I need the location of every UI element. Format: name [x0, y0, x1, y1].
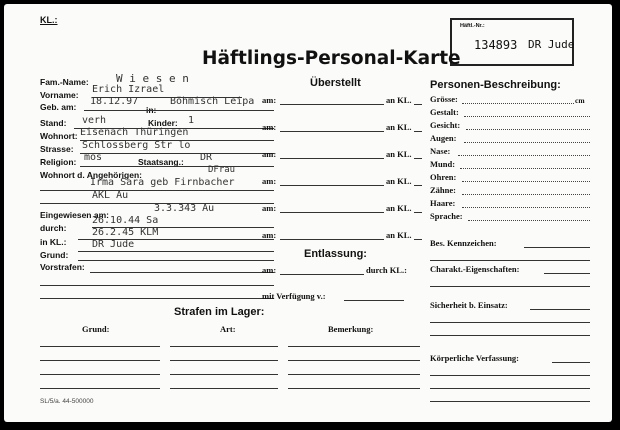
nase-label: Nase: — [430, 146, 451, 156]
staatsang-label: Staatsang.: — [138, 157, 184, 167]
sicherheit-underline — [530, 309, 590, 310]
strafen-col-bemerkung: Bemerkung: — [328, 324, 374, 334]
vorstrafen-underline-3 — [40, 298, 274, 299]
number-box — [450, 18, 574, 66]
sicherheit-line-3 — [430, 335, 590, 336]
prisoner-number: 134893 — [474, 38, 518, 52]
kinder-value: 1 — [188, 115, 195, 126]
geb-underline — [84, 110, 274, 111]
strafen-col-art: Art: — [220, 324, 236, 334]
strafen-col-grund: Grund: — [82, 324, 110, 334]
entlassung-heading: Entlassung: — [304, 248, 367, 260]
religion-underline — [80, 166, 274, 167]
entlassung-durch-label: durch KL.: — [366, 265, 407, 275]
in-kl-value: DR Jude — [92, 239, 135, 250]
cm-label: cm — [575, 96, 585, 105]
durch-value: 26.2.45 KLM — [92, 227, 159, 238]
vorstrafen-underline-1 — [90, 272, 274, 273]
strafen-heading: Strafen im Lager: — [174, 306, 265, 318]
koerper-label: Körperliche Verfassung: — [430, 353, 520, 363]
eingewiesen-value: 26.10.44 Sa — [92, 215, 159, 226]
eingewiesen-extra: 3.3.343 Au — [154, 203, 215, 214]
angeh-line1: Irma Sara geb Firnbacher — [90, 177, 235, 188]
grund-underline — [78, 260, 274, 261]
charakt-label: Charakt.-Eigenschaften: — [430, 264, 520, 274]
prisoner-card: KL.: Häftl.-Nr.: 134893 DR Jude Häftlings-Personal-Karte Fam.-Name: W i e s e n Vorname: Erich Izrael Geb. am: 18.12.97 in: Böhmisch Leipa Stand: verh Kinder: 1 Wohnort: Eisenach Thüringen Strasse: Schlossberg Str lo Religion: mos Staatsang.: DR Wohnort d. Angehörigen: DFrau Irma Sara geb Firnbacher AKL Au 3.3.343 Au Eingewiesen am: 26.10.44 Sa durch: 26.2.45 KLM in KL.: DR Jude Grund: Vorstrafen: Überstellt am: an KL. am: an KL. am: an KL. am: an KL. am: an KL. am: an KL. Entlassung: am: durch KL.: mit Verfügung v.: Strafen im Lager: Grund: Art: Bemerkung: SL/5/a. 44-500000 Personen-Beschreibung: Grösse: cm Gestalt: Gesicht: Augen: Nase: Mund: Ohren: Zähne: Haare: Sprache: Bes. Kennzeichen: Charakt.-Eigenschaften: Sicherheit b. Einsatz: Körperliche Verfassung: — [4, 4, 612, 422]
strasse-value: Schlossberg Str lo — [82, 140, 191, 151]
ueberstellt-heading: Überstellt — [310, 77, 361, 89]
entlassung-am-underline — [280, 274, 364, 275]
stand-label: Stand: — [40, 118, 67, 128]
vorname-value: Erich Izrael — [92, 84, 165, 95]
sprache-label: Sprache: — [430, 211, 463, 221]
angeh-underline-1 — [40, 190, 274, 191]
angeh-prefix: DFrau — [208, 165, 236, 175]
kl-label: KL.: — [40, 15, 58, 25]
religion-value: mos — [84, 152, 103, 163]
religion-label: Religion: — [40, 157, 77, 167]
gesicht-label: Gesicht: — [430, 120, 461, 130]
entlassung-am-label: am: — [262, 265, 277, 275]
haare-label: Haare: — [430, 198, 456, 208]
wohnort-angeh-label: Wohnort d. Angehörigen: — [40, 170, 142, 180]
sicherheit-line-2 — [430, 322, 590, 323]
ohren-label: Ohren: — [430, 172, 457, 182]
vorstrafen-label: Vorstrafen: — [40, 262, 85, 272]
in-kl-label: in KL.: — [40, 237, 67, 247]
number-box-label: Häftl.-Nr.: — [460, 23, 485, 29]
staatsang-value: DR — [200, 152, 213, 163]
zaehne-label: Zähne: — [430, 185, 456, 195]
kennzeichen-label: Bes. Kennzeichen: — [430, 238, 497, 248]
koerper-underline — [552, 362, 590, 363]
footer-code: SL/5/a. 44-500000 — [40, 398, 94, 405]
wohnort-label: Wohnort: — [40, 131, 78, 141]
wohnort-value: Eisenach Thüringen — [80, 127, 189, 138]
durch-label: durch: — [40, 223, 67, 233]
charakt-underline — [544, 273, 590, 274]
mund-label: Mund: — [430, 159, 456, 169]
grosse-label: Grösse: — [430, 94, 458, 104]
angeh-line2: AKL Au — [92, 190, 129, 201]
grund-label: Grund: — [40, 250, 69, 260]
beschreibung-heading: Personen-Beschreibung: — [430, 79, 561, 91]
augen-label: Augen: — [430, 133, 457, 143]
koerper-line-3 — [430, 388, 590, 389]
gestalt-label: Gestalt: — [430, 107, 459, 117]
in-kl-underline — [78, 251, 274, 252]
sicherheit-label: Sicherheit b. Einsatz: — [430, 300, 508, 310]
vorname-label: Vorname: — [40, 90, 79, 100]
fam-name-value: W i e s e n — [116, 72, 189, 85]
charakt-line-2 — [430, 286, 590, 287]
eingewiesen-label: Eingewiesen am: — [40, 210, 109, 220]
card-title: Häftlings-Personal-Karte — [202, 48, 461, 69]
geb-am-label: Geb. am: — [40, 102, 77, 112]
geb-am-value: 18.12.97 — [90, 96, 139, 107]
stand-value: verh — [82, 115, 107, 126]
kennzeichen-line-2 — [430, 260, 590, 261]
prisoner-category: DR Jude — [528, 38, 575, 51]
koerper-line-2 — [430, 375, 590, 376]
verfuegung-underline — [344, 300, 404, 301]
strasse-underline — [80, 153, 274, 154]
fam-name-label: Fam.-Name: — [40, 77, 89, 87]
geb-in-label: in: — [146, 105, 157, 115]
strasse-label: Strasse: — [40, 144, 74, 154]
kennzeichen-underline — [524, 247, 590, 248]
verfuegung-label: mit Verfügung v.: — [262, 291, 326, 301]
vorstrafen-underline-2 — [40, 285, 274, 286]
kinder-label: Kinder: — [148, 118, 178, 128]
geburtsort-value: Böhmisch Leipa — [170, 96, 255, 107]
koerper-line-4 — [430, 401, 590, 402]
